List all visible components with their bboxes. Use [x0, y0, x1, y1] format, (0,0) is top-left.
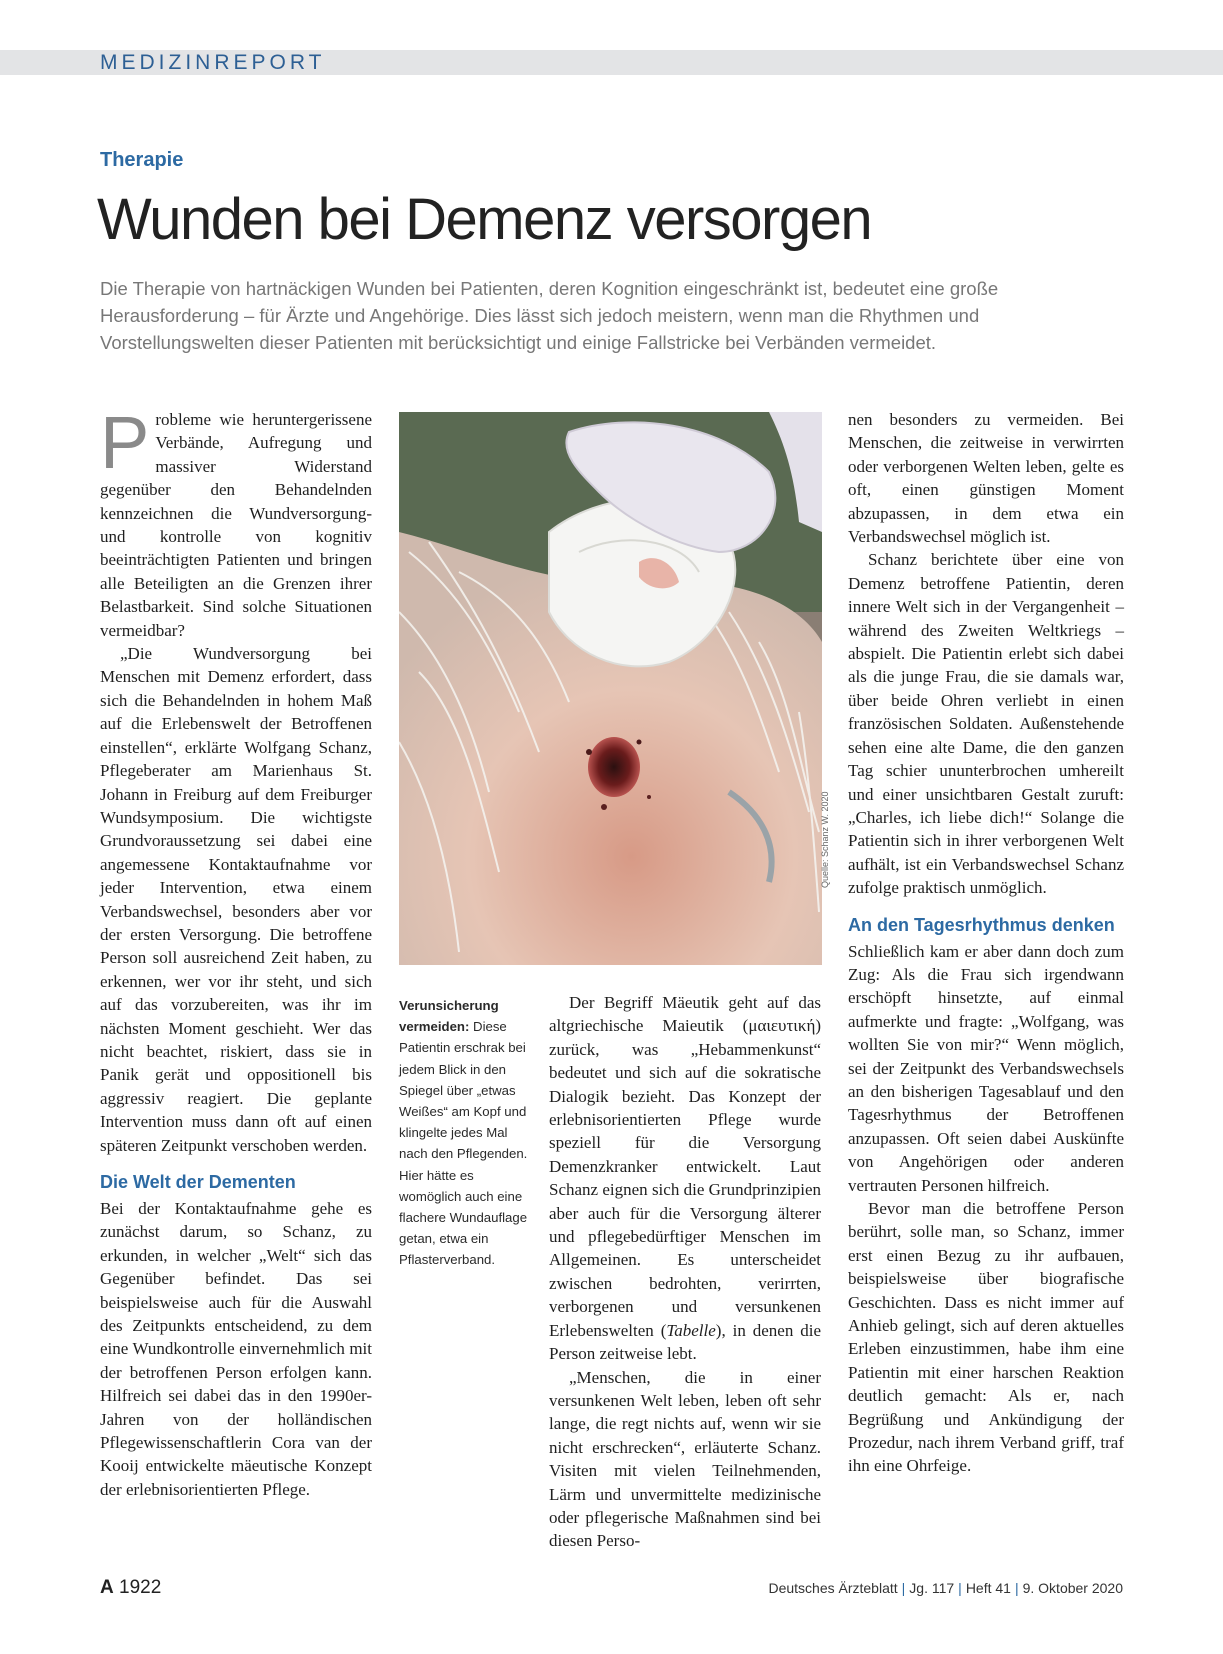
paragraph: „Menschen, die in einer versunkenen Welt leben, leben oft sehr lange, die regt nichts auf, wenn wir sie nicht erschrecken“, erläuterte Schanz. Visiten mit vielen Teilnehmenden, Lärm und unvermittelte medizinische oder pflegerische Maßnahmen sind bei diesen Perso-: [549, 1367, 821, 1551]
paragraph: Schließlich kam er aber dann doch zum Zug: Als die Frau sich irgendwann erschöpft hinsetzte, auf einmal aufmerkte und fragte: „Wolfgang, was wollten Sie von mir?“ Wenn möglich, sei der Zeitpunkt des Verbandswechsels an den bisherigen Tagesablauf und den Tagesrhythmus der Betroffenen anzupassen. Oft seien dabei Auskünfte von Angehörigen oder anderen vertrauten Personen hilfreich.: [848, 941, 1124, 1195]
paragraph: Schanz berichtete über eine von Demenz betroffene Patientin, deren innere Welt sich in der Vergangenheit – während des Zweiten Weltkriegs – abspielt. Die Patientin erlebt sich dabei als die junge Frau, die sie damals war, über beide Ohren verliebt in einen französischen Soldaten. Außenstehende sehen eine alte Dame, die den ganzen Tag schier ununterbrochen umhereilt und einer unsichtbaren Gestalt zuruft: „Charles, ich liebe dich!“ Solange die Patientin sich in ihrer verborgenen Welt aufhält, ist ein Verbandswechsel Schanz zufolge praktisch unmöglich.: [848, 550, 1124, 898]
body-column-left: [100, 401, 372, 1501]
paragraph: Bevor man die betroffene Person berührt, solle man, so Schanz, immer erst einen Bezug zu ihr aufbauen, beispielsweise über biografische Geschichten. Dass es nicht immer auf Anhieb gelingt, sich auf deren aktuelles Erleben einzustimmen, habe ihm eine Patientin mit einer harschen Reaktion deutlich gemacht: Als er, nach Begrüßung und Ankündigung der Prozedur, nach ihrem Verband griff, traf ihn eine Ohrfeige.: [848, 1199, 1124, 1476]
footer-separator: |: [958, 1580, 962, 1596]
page-number-value: 1922: [119, 1577, 162, 1598]
journal-date: 9. Oktober 2020: [1022, 1580, 1123, 1596]
paragraph: „Die Wundversorgung bei Menschen mit Demenz erfordert, dass sich die Behandelnden in hohem Maß auf die Erlebenswelt der Betroffenen einstellen“, erklärte Wolfgang Schanz, Pflegeberater am Marienhaus St. Johann in Freiburg auf dem Freiburger Wundsymposium. Die wichtigste Grundvoraussetzung sei dabei eine angemessene Kontaktaufnahme vor jeder Intervention, etwa einem Verbandswechsel, besonders aber vor der ersten Versorgung. Die betroffene Person soll ausreichend Zeit haben, zu erkennen, wer vor ihr steht, und sich auf das vorzubereiten, was ihr im nächsten Moment geschieht. Wer das nicht beachtet, riskiert, dass sie in Panik gerät und oppositionell bis aggressiv reagiert. Die geplante Intervention muss dann oft auf einen späteren Zeitpunkt verschoben werden.: [100, 644, 372, 1155]
journal-name: Deutsches Ärzteblatt: [768, 1580, 898, 1596]
wound-photo-illustration: [399, 412, 822, 965]
journal-issue: Heft 41: [965, 1580, 1011, 1596]
body-column-right: [848, 408, 1124, 1478]
page-number: [100, 1577, 161, 1599]
article-title: Wunden bei Demenz versorgen: [97, 187, 872, 252]
paragraph: robleme wie heruntergerissene Verbände, Aufregung und massiver Widerstand gegenüber den Behandelnden kennzeichnen die Wundversorgung- und kontrolle von kognitiv beeinträchtigten Patienten und bringen alle Beteiligten an die Grenzen ihrer Belastbarkeit. Sind solche Situationen vermeidbar?: [100, 410, 372, 640]
subheading: Die Welt der Dementen: [100, 1172, 296, 1192]
body-column-middle: [549, 991, 821, 1553]
photo-credit: Quelle: Schanz W. 2020: [820, 791, 830, 888]
section-label: MEDIZINREPORT: [100, 51, 326, 74]
page-prefix: A: [100, 1577, 114, 1598]
paragraph: nen besonders zu vermeiden. Bei Menschen, die zeitweise in verwirrten oder verborgenen Welten leben, gelte es oft, einen günstigen Moment abzupassen, in dem etwa ein Verbandswechsel möglich ist.: [848, 410, 1124, 547]
photo-caption: [399, 995, 529, 1271]
journal-footer: [700, 1580, 1123, 1596]
wound-photo: [399, 412, 822, 965]
paragraph: Bei der Kontaktaufnahme gehe es zunächst darum, so Schanz, zu erkunden, in welcher „Welt“ sich das Gegenüber befindet. Das sei beispielsweise auch für die Auswahl des Zeitpunkts entscheidend, zu dem eine Wundkontrolle einvernehmlich mit der betroffenen Person erfolgen kann. Hilfreich sei dabei das in den 1990er-Jahren von der holländischen Pflegewissenschaftlerin Cora van der Kooij entwickelte mäeutische Konzept der erlebnisorientierten Pflege.: [100, 1199, 372, 1499]
caption-text: Diese Patientin erschrak bei jedem Blick in den Spiegel über „etwas Weißes“ am Kopf und klingelte jedes Mal nach den Pflegenden. Hier hätte es womöglich auch eine flachere Wundauflage getan, etwa ein Pflasterverband.: [399, 1019, 528, 1268]
subheading: An den Tagesrhythmus denken: [848, 914, 1115, 935]
caption-title: Verunsicherung vermeiden:: [399, 998, 499, 1035]
paragraph: [549, 991, 821, 1366]
article-lead: Die Therapie von hartnäckigen Wunden bei Patienten, deren Kognition eingeschränkt ist, bedeutet eine große Herausforderung – für Ärzte und Angehörige. Dies lässt sich jedoch meistern, wenn man die Rhythmen und Vorstellungswelten dieser Patienten mit berücksichtigt und einige Fallstricke bei Verbänden vermeidet.: [100, 278, 999, 353]
drop-cap: P: [100, 401, 150, 484]
paragraph-text: ), in denen die Person zeitweise lebt.: [549, 1320, 821, 1364]
journal-volume: Jg. 117: [909, 1580, 955, 1596]
paragraph-text: Der Begriff Mäeutik geht auf das altgriechische Maieutik (μαιευτική) zurück, was „Hebammenkunst“ bedeutet und sich auf die sokratische Dialogik bezieht. Das Konzept der erlebnisorientierten Pflege wurde speziell für die Versorgung Demenzkranker entwickelt. Laut Schanz eignen sich die Grundprinzipien aber auch für die Versorgung älterer und pflegebedürftiger Menschen im Allgemeinen. Es unterscheidet zwischen bedrohten, verirrten, verborgenen und versunkenen Erlebenswelten (: [549, 993, 821, 1340]
footer-separator: |: [901, 1580, 906, 1596]
footer-separator: |: [1014, 1580, 1019, 1596]
table-reference: Tabelle: [666, 1320, 716, 1340]
article-kicker: Therapie: [100, 149, 184, 171]
